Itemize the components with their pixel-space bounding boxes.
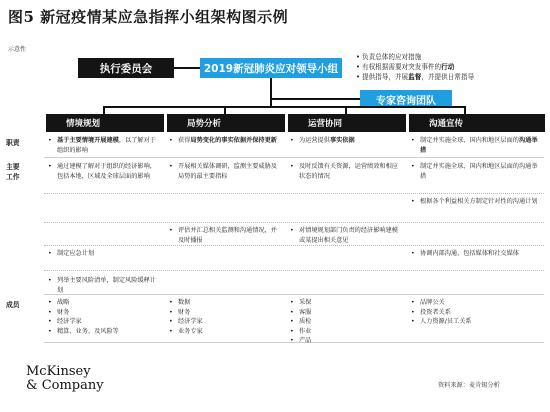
members-list bbox=[411, 298, 543, 327]
responsibility-cell: • 为运营提供事实依据 bbox=[290, 137, 355, 144]
work-item: • 制定应急计划 bbox=[48, 250, 95, 257]
work-item: • 列举主要风险清单，制定风险缓释计划 bbox=[48, 277, 156, 294]
member-item: • 人力资源/员工关系 bbox=[411, 318, 472, 326]
illustrative-label: 示意性 bbox=[8, 46, 27, 53]
responsibility-cell: • 获得局势变化的事实依据并保持更新 bbox=[169, 137, 277, 144]
member-item: • 品牌公关 bbox=[411, 299, 445, 306]
lead-group-box: 2019新冠肺炎应对领导小组 bbox=[200, 58, 342, 78]
work-item: • 制定并实施全球、国内和地区层面的沟通举措 bbox=[411, 163, 538, 180]
member-item: • 财务 bbox=[169, 308, 191, 316]
member-item: • 客服 bbox=[290, 308, 312, 316]
member-item: • 经济学家 bbox=[48, 318, 82, 326]
members-list bbox=[48, 298, 162, 336]
member-item: • 产品 bbox=[290, 337, 312, 345]
member-item: • 财务 bbox=[48, 308, 70, 316]
work-item: • 协调内部沟通，包括媒体和社交媒体 bbox=[411, 250, 519, 257]
lead-note-3: • 提供指导，并展监督，并提供日常指导 bbox=[356, 73, 475, 81]
team-header-scenario-planning: 情境规划 bbox=[46, 114, 164, 132]
work-item: • 评估并汇总相关监测和沟通情况，并及时播报 bbox=[169, 227, 277, 244]
member-item: • 战略 bbox=[48, 299, 70, 306]
member-item: • 质检 bbox=[290, 318, 312, 326]
work-item: • 通过建模了解对于组织的经济影响，包括本地，区域及全球层面的影响 bbox=[48, 163, 156, 180]
connector-exec-lead bbox=[174, 67, 200, 69]
row-separator bbox=[44, 157, 544, 158]
team-header-situation-analysis: 局势分析 bbox=[167, 114, 285, 132]
figure-title: 图5 新冠疫情某应急指挥小组架构图示例 bbox=[8, 8, 289, 26]
member-item: • 投资者关系 bbox=[411, 308, 451, 316]
work-item: • 及时反馈有关资源，运营绩效和相应状态的情况 bbox=[290, 163, 398, 180]
lead-note-2: • 有权根据需要对突发事件的行动 bbox=[356, 63, 455, 71]
connector-team-1 bbox=[103, 106, 105, 114]
member-item: • 业务专家 bbox=[169, 327, 203, 335]
mckinsey-logo: McKinsey & Company bbox=[26, 364, 104, 393]
team-header-communications: 沟通宣传 bbox=[409, 114, 545, 132]
row-separator bbox=[44, 270, 544, 271]
connector-lead-down bbox=[270, 78, 272, 106]
lead-notes bbox=[356, 52, 546, 82]
connector-team-4 bbox=[464, 106, 466, 114]
source-note: 资料来源：麦肯锡分析 bbox=[438, 382, 500, 389]
responsibility-cell: • 基于主要情境开展建模，以了解对于组织的影响 bbox=[48, 137, 156, 154]
work-item: • 根据各个利益相关方制定针对性的沟通计划 bbox=[411, 198, 538, 205]
row-separator bbox=[44, 222, 544, 223]
expert-group-box: 专家咨询团队 bbox=[360, 90, 452, 108]
member-item: • 数据 bbox=[169, 299, 191, 306]
connector-lead-expert bbox=[270, 98, 360, 100]
members-list bbox=[169, 298, 283, 336]
connector-team-3 bbox=[345, 106, 347, 114]
lead-note-1: • 负责总体的应对措施 bbox=[356, 53, 422, 61]
member-item: • 作业 bbox=[290, 327, 312, 335]
connector-team-2 bbox=[224, 106, 226, 114]
row-label-main-work: 主要 工作 bbox=[6, 163, 20, 181]
work-item: • 对情境规划部门负责的经济影响建模或某提出相关意见 bbox=[290, 227, 398, 244]
team-header-operations: 运营协同 bbox=[288, 114, 406, 132]
row-label-members: 成员 bbox=[6, 301, 20, 309]
row-label-responsibility: 职责 bbox=[6, 139, 20, 147]
connector-team-bus bbox=[103, 106, 466, 108]
member-item: • 精算、业务、及风险等 bbox=[48, 327, 119, 335]
member-item: • 采保 bbox=[290, 299, 312, 306]
work-item: • 开展相关媒体调研，监测主要威胁及局势的最主要指标 bbox=[169, 163, 277, 180]
row-separator bbox=[44, 193, 544, 194]
members-list bbox=[290, 298, 404, 346]
responsibility-cell: • 制定并实施全球、国内和地区层面的沟通举措 bbox=[411, 137, 538, 154]
member-item: • 经济学家 bbox=[169, 318, 203, 326]
exec-committee-box: 执行委员会 bbox=[78, 58, 174, 78]
